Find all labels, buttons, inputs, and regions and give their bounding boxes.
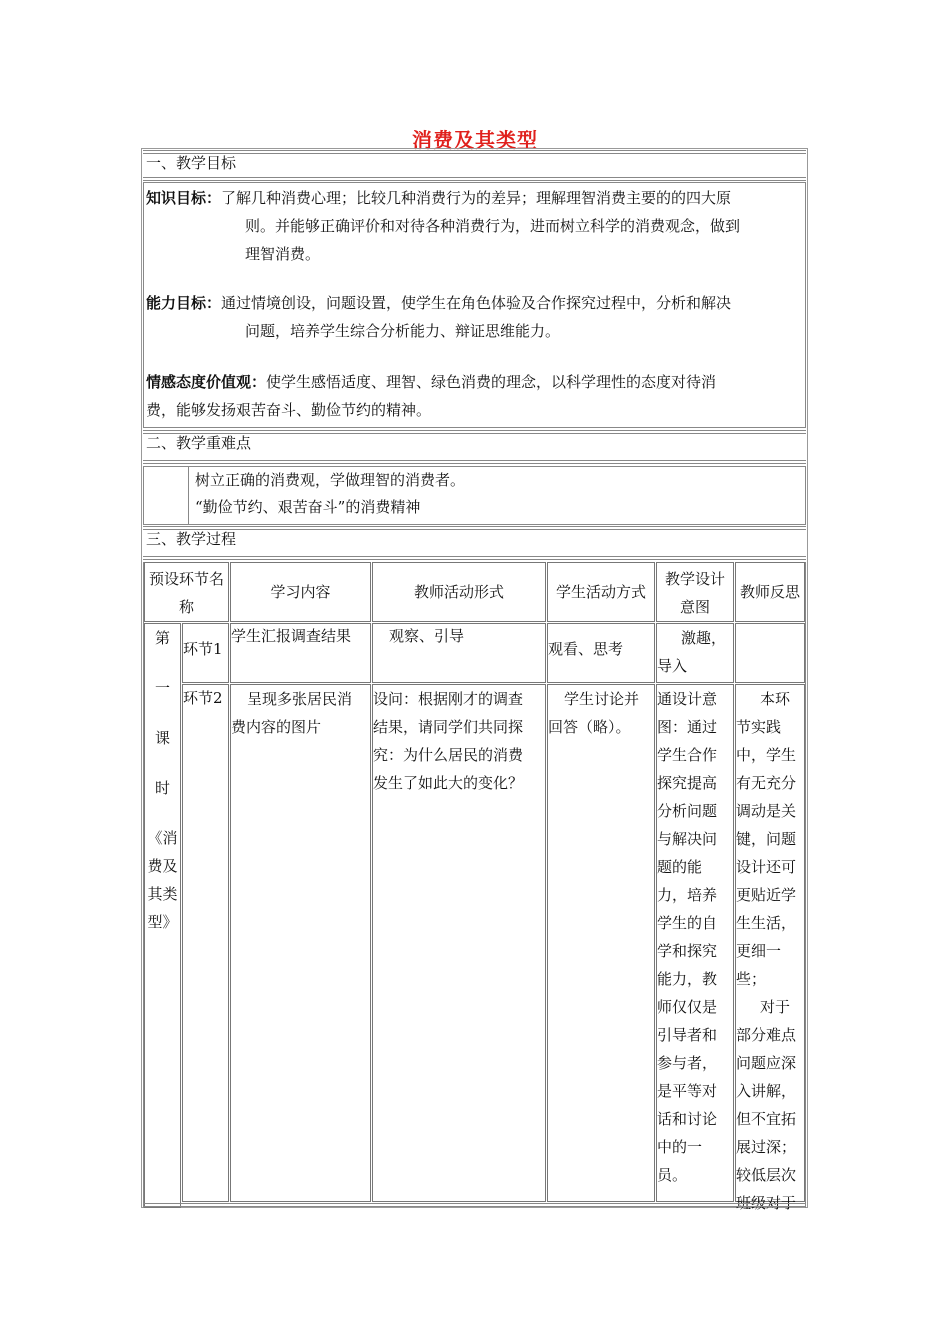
divider (143, 177, 806, 181)
ability-objective-label: 能力目标： (146, 294, 222, 312)
ability-objective-text: 通过情境创设，问题设置，使学生在角色体验及合作探究过程中，分析和解决 (221, 294, 732, 312)
divider (143, 460, 806, 464)
lesson-label-char: 一 (154, 679, 170, 697)
row1-design-line: 激趣， (681, 629, 727, 647)
row2-design-line: 中的一 (657, 1138, 703, 1156)
row2-design-line: 引导者和 (657, 1026, 718, 1044)
section1-heading: 一、教学目标 (146, 154, 237, 172)
row2-reflection-line: 些； (736, 970, 767, 988)
row2-teacher-line: 究：为什么居民的消费 (373, 746, 524, 764)
row1-design-line: 导入 (657, 657, 688, 675)
row2-reflection-line: 有无充分 (736, 774, 797, 792)
row2-reflection-line: 较低层次 (736, 1166, 797, 1184)
row2-reflection-line: 设计还可 (736, 858, 797, 876)
lesson-label-char: 课 (154, 729, 170, 747)
divider (143, 526, 806, 530)
header-content: 学习内容 (230, 562, 371, 622)
key-points-side-cell (143, 466, 189, 525)
lesson-label-char: 《消 (147, 829, 178, 847)
header-student: 学生活动方式 (547, 562, 655, 622)
header-design-line: 意图 (679, 598, 710, 616)
row2-design-line: 参与者， (657, 1054, 718, 1072)
emotion-objective-line (146, 368, 716, 396)
row2-reflection-line: 入讲解， (736, 1082, 797, 1100)
row1-content: 学生汇报调查结果 (230, 623, 371, 683)
row2-reflection-line: 更细一 (736, 942, 782, 960)
ability-objective-text: 问题，培养学生综合分析能力、辩证思维能力。 (245, 322, 561, 340)
row2-design-line: 话和讨论 (657, 1110, 718, 1128)
row2-design-line: 探究提高 (657, 774, 718, 792)
header-stage (144, 562, 229, 622)
header-reflection: 教师反思 (735, 562, 805, 622)
row1-teacher: 观察、引导 (372, 623, 546, 683)
row2-design-line: 是平等对 (657, 1082, 718, 1100)
document-title: 消费及其类型 (412, 128, 538, 152)
row2-teacher-line: 发生了如此大的变化？ (373, 774, 524, 792)
row2-reflection-line: 但不宜拓 (736, 1110, 797, 1128)
key-point-2: “勤俭节约、艰苦奋斗”的消费精神 (195, 498, 421, 516)
emotion-objective-text: 使学生感悟适度、理智、绿色消费的理念，以科学理性的态度对待消 (266, 373, 717, 391)
row2-content-line: 呈现多张居民消 (247, 690, 353, 708)
bottom-divider (143, 1203, 806, 1207)
header-design-line: 教学设计 (664, 570, 725, 588)
knowledge-objective-text: 则。并能够正确评价和对待各种消费行为，进而树立科学的消费观念，做到 (245, 217, 741, 235)
knowledge-objective-text: 理智消费。 (245, 245, 321, 263)
ability-objective-line (146, 289, 731, 317)
lesson-label-char: 其类 (147, 885, 178, 903)
divider (143, 556, 806, 560)
lesson-label-char: 费及 (147, 857, 178, 875)
header-teacher: 教师活动形式 (372, 562, 546, 622)
section2-heading: 二、教学重难点 (146, 434, 252, 452)
row2-reflection-line: 调动是关 (736, 802, 797, 820)
row1-reflection (735, 623, 805, 683)
row2-student-line: 回答（略）。 (548, 718, 631, 736)
row2-reflection-line: 部分难点 (736, 1026, 797, 1044)
section3-heading: 三、教学过程 (146, 530, 237, 548)
row2-stage: 环节2 (182, 684, 229, 1202)
row2-reflection-line: 键，问题 (736, 830, 797, 848)
row2-design-line: 图：通过 (657, 718, 718, 736)
lesson-label-char: 型》 (147, 913, 178, 931)
emotion-objective-label: 情感态度价值观： (146, 373, 267, 391)
row2-reflection-line: 更贴近学 (736, 886, 797, 904)
row2-teacher-line: 结果，请同学们共同探 (373, 718, 524, 736)
lesson-label-char: 第 (154, 629, 170, 647)
row2-student (547, 684, 655, 1202)
knowledge-objective-text: 了解几种消费心理；比较几种消费行为的差异；理解理智消费主要的的四大原 (221, 189, 732, 207)
divider (143, 150, 806, 154)
row2-design-line: 分析问题 (657, 802, 718, 820)
knowledge-objective-line (146, 184, 731, 212)
row2-design-line: 通设计意 (657, 690, 718, 708)
row2-design-line: 与解决问 (657, 830, 718, 848)
row2-design-line: 力，培养 (657, 886, 718, 904)
row2-reflection-line: 节实践 (736, 718, 782, 736)
row2-design-line: 题的能 (657, 858, 703, 876)
row2-design-line: 学生的自 (657, 914, 718, 932)
lesson-label (144, 624, 181, 936)
row2-design (656, 684, 734, 1202)
row2-reflection-line: 对于 (760, 998, 791, 1016)
row2-teacher (372, 684, 546, 1202)
row2-reflection (735, 684, 805, 1212)
emotion-objective-text: 费，能够发扬艰苦奋斗、勤俭节约的精神。 (146, 401, 432, 419)
row2-teacher-line: 设问：根据刚才的调查 (373, 690, 524, 708)
header-stage-line: 预设环节名 (148, 570, 224, 588)
lesson-label-char: 时 (154, 779, 170, 797)
row2-reflection-line: 展过深； (736, 1138, 797, 1156)
row2-reflection-line: 问题应深 (736, 1054, 797, 1072)
row2-design-line: 学生合作 (657, 746, 718, 764)
row2-design-line: 能力，教 (657, 970, 718, 988)
row1-student: 观看、思考 (547, 623, 655, 683)
header-stage-line: 称 (178, 598, 194, 616)
row2-design-line: 师仅仅是 (657, 998, 718, 1016)
header-design (656, 562, 734, 622)
row1-design (656, 623, 734, 683)
row2-content (230, 684, 371, 1202)
knowledge-objective-label: 知识目标： (146, 189, 222, 207)
row2-reflection-line: 班级对于 (736, 1194, 797, 1212)
row2-design-line: 学和探究 (657, 942, 718, 960)
key-point-1: 树立正确的消费观，学做理智的消费者。 (195, 471, 466, 489)
row2-reflection-line: 生生活， (736, 914, 797, 932)
row2-design-line: 员。 (657, 1166, 688, 1184)
row1-stage: 环节1 (182, 623, 229, 683)
row2-content-line: 费内容的图片 (231, 718, 322, 736)
row2-reflection-line: 本环 (760, 690, 791, 708)
row2-student-line: 学生讨论并 (564, 690, 640, 708)
row2-reflection-line: 中，学生 (736, 746, 797, 764)
